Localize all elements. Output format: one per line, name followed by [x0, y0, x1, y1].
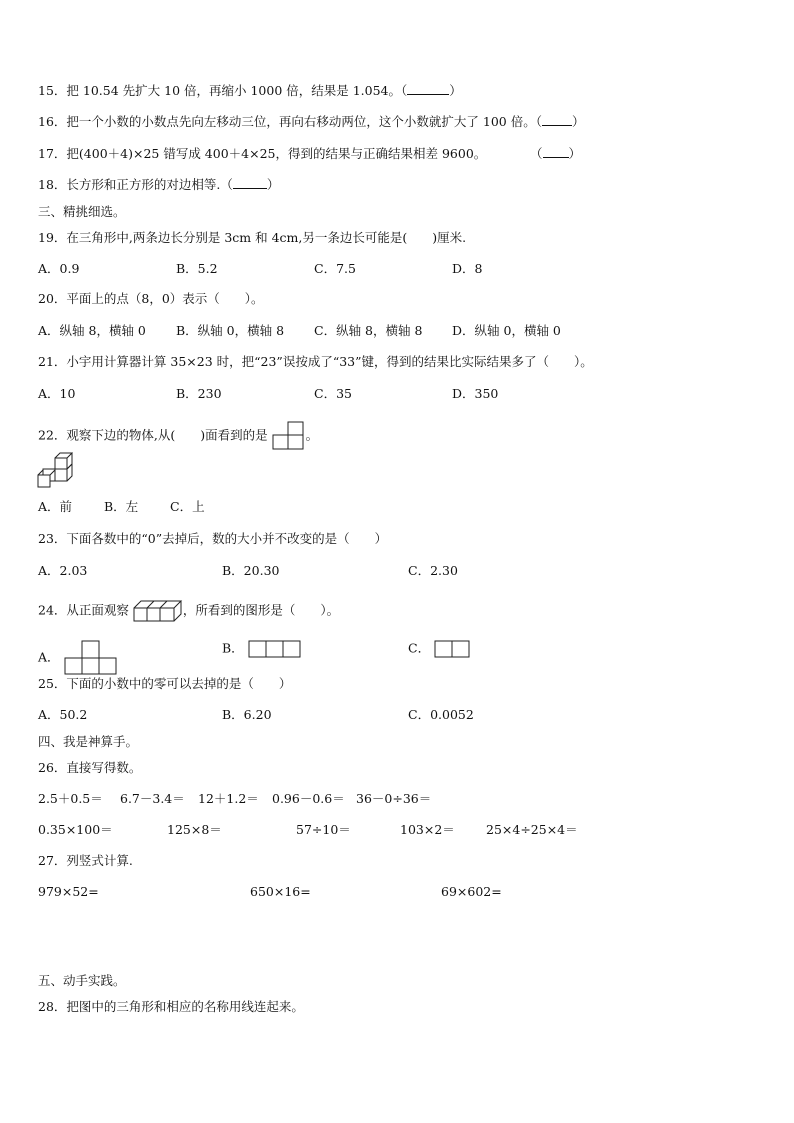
q22-option-c[interactable]: C．上: [170, 499, 205, 514]
question-20: 20．平面上的点（8，0）表示（ ）。: [38, 291, 264, 306]
question-18-close: ）: [266, 177, 280, 192]
section-heading-5: 五、动手实践。: [38, 973, 126, 988]
question-24-end: ，所看到的图形是（ ）。: [182, 602, 340, 618]
question-16: [38, 114, 584, 130]
q20-option-c[interactable]: C．纵轴 8，横轴 8: [314, 323, 423, 338]
question-16-close: ）: [571, 114, 585, 129]
q20-option-a[interactable]: A．纵轴 8，横轴 0: [38, 323, 146, 338]
option-b-shape: [248, 640, 302, 658]
calc-item: 25×4÷25×4＝: [486, 822, 578, 837]
q25-option-c[interactable]: C．0.0052: [408, 707, 474, 722]
calc-item: 103×2＝: [400, 822, 455, 837]
q23-option-b[interactable]: B．20.30: [222, 563, 280, 578]
q25-option-b[interactable]: B．6.20: [222, 707, 272, 722]
question-22: [38, 421, 318, 451]
section-heading-3: 三、精挑细选。: [38, 204, 126, 219]
q22-option-b[interactable]: B．左: [104, 499, 139, 514]
q24-option-b-label: B．: [222, 640, 244, 656]
view-shape-figure: [272, 421, 306, 451]
q22-option-a[interactable]: A．前: [38, 499, 73, 514]
calc-item: 125×8＝: [167, 822, 222, 837]
answer-blank[interactable]: [543, 157, 569, 158]
question-22-end: 。: [305, 427, 319, 443]
question-24: [38, 598, 339, 624]
answer-blank[interactable]: [407, 94, 449, 95]
bracket-open: （: [530, 146, 543, 161]
q21-option-d[interactable]: D．350: [452, 386, 499, 401]
question-24-text: 24．从正面观察: [38, 602, 129, 618]
cube-row-figure: [133, 598, 183, 624]
question-17-bracket: [530, 146, 581, 162]
section-heading-4: 四、我是神算手。: [38, 734, 139, 749]
q24-option-b[interactable]: [222, 640, 302, 658]
calc-item: 57÷10＝: [296, 822, 351, 837]
question-18-text: 18．长方形和正方形的对边相等.（: [38, 177, 233, 192]
question-23: 23．下面各数中的“0”去掉后，数的大小并不改变的是（ ）: [38, 531, 388, 546]
q25-option-a[interactable]: A．50.2: [38, 707, 88, 722]
bracket-close: ）: [568, 146, 582, 161]
q23-option-a[interactable]: A．2.03: [38, 563, 88, 578]
q19-option-d[interactable]: D．8: [452, 261, 483, 276]
question-25: 25．下面的小数中的零可以去掉的是（ ）: [38, 676, 292, 691]
calc-item: 36－0÷36＝: [356, 791, 432, 806]
q20-option-b[interactable]: B．纵轴 0，横轴 8: [176, 323, 285, 338]
option-a-shape: [64, 640, 118, 676]
q21-option-b[interactable]: B．230: [176, 386, 222, 401]
q19-option-b[interactable]: B．5.2: [176, 261, 218, 276]
question-26: 26．直接写得数。: [38, 760, 142, 775]
question-16-text: 16．把一个小数的小数点先向左移动三位，再向右移动两位，这个小数就扩大了 100 倍。（: [38, 114, 542, 129]
calc-item: 0.96－0.6＝: [272, 791, 345, 806]
question-17-text: 17．把(400＋4)×25 错写成 400＋4×25，得到的结果与正确结果相差 9600。: [38, 146, 487, 161]
q24-option-c-label: C．: [408, 640, 431, 656]
calc-item: 12＋1.2＝: [198, 791, 259, 806]
vertical-calc-item: 69×602=: [441, 884, 502, 899]
question-21: 21．小宇用计算器计算 35×23 时，把“23”误按成了“33”键，得到的结果比实际结果多了（ ）。: [38, 354, 593, 369]
question-19: 19．在三角形中,两条边长分别是 3cm 和 4cm,另一条边长可能是( )厘米.: [38, 230, 467, 245]
cube-stack-figure: [37, 452, 73, 490]
answer-blank[interactable]: [233, 188, 267, 189]
question-22-text: 22．观察下边的物体,从( )面看到的是: [38, 427, 268, 443]
question-15-close: ）: [449, 83, 462, 98]
calc-item: 0.35×100＝: [38, 822, 113, 837]
option-c-shape: [434, 640, 470, 658]
question-17: [38, 146, 486, 162]
q21-option-a[interactable]: A．10: [38, 386, 76, 401]
question-15-text: 15．把 10.54 先扩大 10 倍，再缩小 1000 倍，结果是 1.054。（: [38, 83, 408, 98]
question-18: [38, 177, 279, 193]
calc-item: 2.5＋0.5＝: [38, 791, 103, 806]
question-28: 28．把图中的三角形和相应的名称用线连起来。: [38, 999, 304, 1014]
q20-option-d[interactable]: D．纵轴 0，横轴 0: [452, 323, 561, 338]
q24-option-a[interactable]: [38, 640, 118, 676]
question-27: 27．列竖式计算.: [38, 853, 133, 868]
q19-option-c[interactable]: C．7.5: [314, 261, 356, 276]
vertical-calc-item: 979×52=: [38, 884, 99, 899]
vertical-calc-item: 650×16=: [250, 884, 311, 899]
q19-option-a[interactable]: A．0.9: [38, 261, 80, 276]
q24-option-c[interactable]: [408, 640, 470, 658]
q24-option-a-label: A．: [38, 649, 60, 665]
question-15: [38, 83, 462, 99]
calc-item: 6.7－3.4＝: [120, 791, 185, 806]
answer-blank[interactable]: [542, 125, 572, 126]
q21-option-c[interactable]: C．35: [314, 386, 352, 401]
q23-option-c[interactable]: C．2.30: [408, 563, 458, 578]
